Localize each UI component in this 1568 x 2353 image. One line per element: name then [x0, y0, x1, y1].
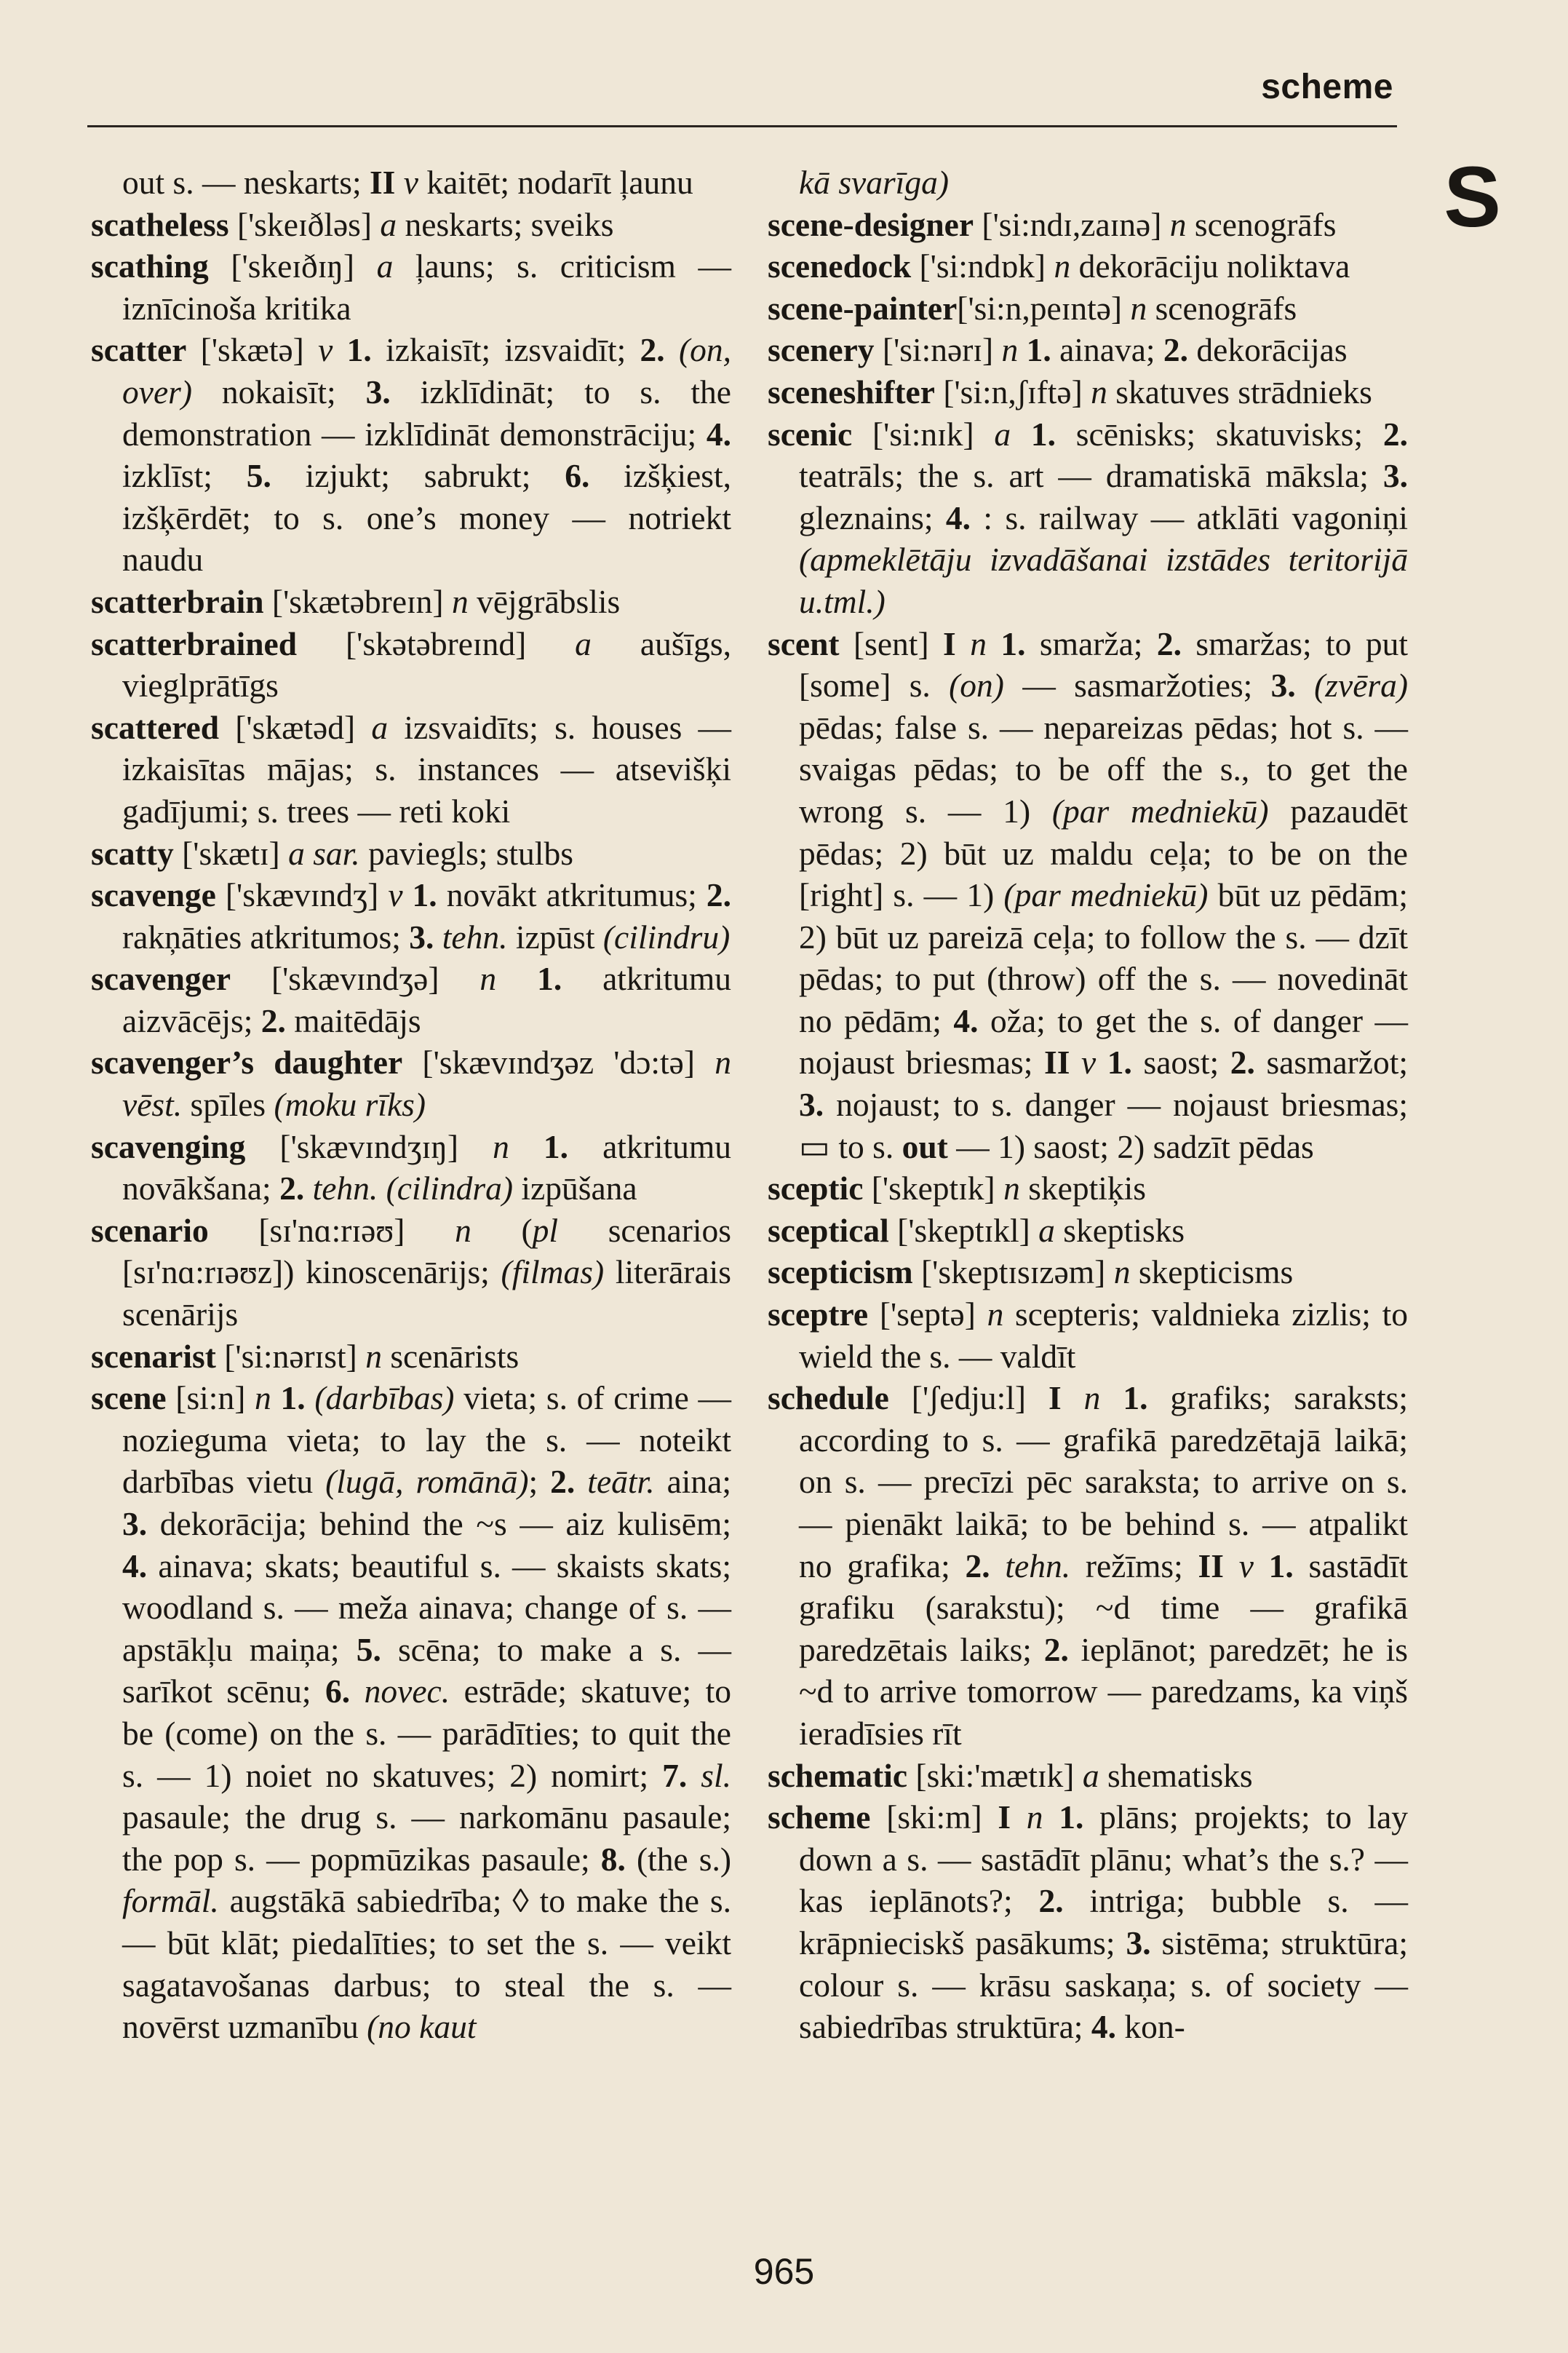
headword: scatheless — [91, 205, 229, 243]
entry-text — [496, 960, 537, 997]
entry-text: n — [479, 960, 497, 998]
entry-text: out s. — neskarts; — [122, 164, 370, 201]
entry-text: ['skətəbreɪnd] — [297, 624, 576, 662]
entry-text: kon- — [1115, 2008, 1185, 2046]
entry-continuation — [768, 162, 1408, 204]
entry-text — [1043, 1798, 1059, 1836]
entry-text: novākt atkritumus; — [437, 876, 707, 914]
entry-text: 2. — [1038, 1882, 1064, 1920]
entry-text: shematisks — [1099, 1756, 1253, 1794]
entry-text — [956, 625, 970, 662]
headword: scenedock — [768, 247, 912, 285]
entry-text: ['skætə] — [186, 331, 319, 369]
entry-text — [395, 164, 403, 201]
entry-text: aina; — [654, 1463, 731, 1501]
entry-text: 1. — [537, 960, 562, 998]
entry-text: smaržas; to put [some] s. — [799, 624, 1409, 705]
entry-text: augstākā sabiedrība; ◊ to make the s. — būt klāt; piedalīties; to set the s. — veikt sagatavošanas darbus; to steal the s. — novērst uzmanību — [122, 1882, 731, 2046]
dictionary-entry — [91, 204, 731, 246]
entry-text — [1011, 416, 1031, 453]
entry-text: (par medniekū) — [1051, 792, 1269, 830]
entry-text: 2. — [279, 1170, 305, 1207]
entry-text — [665, 331, 679, 368]
entry-text: v — [318, 331, 333, 369]
entry-text: n — [1169, 205, 1187, 243]
headword: scenario — [91, 1211, 209, 1249]
entry-text: (on, over) — [122, 331, 732, 410]
entry-text: ['si:n,ʃɪftə] — [934, 373, 1091, 410]
entry-text: scēna; to make a s. — sarīkot scēnu; — [122, 1630, 731, 1710]
headword: scenarist — [91, 1337, 216, 1375]
headword: scepticism — [768, 1253, 913, 1291]
entry-text: ['septə] — [868, 1295, 987, 1333]
entry-text: ['si:nərɪst] — [215, 1337, 366, 1375]
headword: sceptic — [768, 1170, 864, 1207]
entry-text: teātr. — [587, 1463, 655, 1501]
entry-text: 4. — [706, 415, 731, 453]
entry-text: [ski:m] — [870, 1798, 998, 1836]
entry-text: n — [1026, 1798, 1043, 1836]
entry-text: I — [943, 624, 956, 662]
entry-text: ['skævɪndʒə] — [231, 960, 480, 998]
entry-text: nokaisīt; — [192, 373, 366, 410]
entry-text: teatrāls; the s. art — dramatiskā māksla; — [799, 457, 1383, 495]
entry-text: 2. — [965, 1547, 990, 1584]
entry-text: ['si:n,peɪntə] — [957, 289, 1131, 327]
entry-text: izkaisīt; izsvaidīt; — [371, 331, 640, 369]
entry-text: ( — [471, 1211, 533, 1249]
entry-text: 4. — [1091, 2008, 1116, 2046]
entry-text: a — [371, 708, 389, 746]
entry-text: plāns; projekts; to lay down a s. — sastādīt plānu; what’s the s.? — kas ieplānots?; — [799, 1798, 1409, 1920]
entry-text: n — [493, 1127, 509, 1165]
entry-text: ieplānot; paredzēt; he is ~d to arrive tomorrow — paredzams, ka viņš ieradīsies rīt — [799, 1630, 1408, 1752]
entry-text: skatuves strādnieks — [1107, 373, 1372, 410]
entry-text — [350, 1673, 364, 1710]
entry-text: izklīst; — [122, 457, 247, 495]
entry-text: 3. — [122, 1505, 148, 1542]
entry-text: (moku rīks) — [274, 1086, 426, 1124]
entry-text: ['si:ndɒk] — [911, 247, 1054, 285]
entry-text: pēdas; false s. — nepareizas pēdas; hot s. — svaigas pēdas; to be off the s., to get the wrong s. — 1) — [799, 708, 1408, 830]
entry-text: 3. — [1382, 457, 1408, 495]
entry-text: (cilindru) — [602, 918, 731, 956]
entry-text: nojaust; to s. danger — nojaust briesmas; ▭ to s. — [799, 1086, 1408, 1165]
entry-text: 1. — [1107, 1044, 1132, 1082]
entry-text: skeptiķis — [1019, 1170, 1146, 1207]
entry-text: v — [403, 164, 418, 201]
entry-text: skeptisks — [1054, 1211, 1185, 1249]
entry-text: [si:n] — [166, 1379, 255, 1417]
entry-text: 2. — [1043, 1630, 1069, 1668]
entry-text: (no kaut — [367, 2008, 477, 2046]
entry-text: scenogrāfs — [1186, 205, 1337, 243]
headword: schedule — [768, 1379, 889, 1417]
entry-text — [306, 1379, 315, 1416]
entry-text: grafiks; saraksts; according to s. — grafikā paredzētajā laikā; on s. — precīzi pēc saraksta; to arrive on s. — pienākt laikā; to be behind s. — atpalikt no grafika; — [799, 1379, 1409, 1584]
entry-text: 1. — [1059, 1798, 1084, 1836]
entry-text: n — [255, 1379, 271, 1417]
entry-text — [1224, 1547, 1239, 1584]
entry-text: 5. — [246, 457, 271, 495]
entry-text: II — [1043, 1044, 1070, 1082]
entry-text: 1. — [1030, 415, 1056, 453]
headword: scent — [768, 624, 840, 662]
entry-text: būt uz pēdām; 2) būt uz pareizā ceļa; to follow the s. — dzīt pēdas; to put (throw) off the s. — novedināt no pēdām; — [799, 876, 1408, 1039]
headword: scavenging — [91, 1127, 246, 1165]
entry-text: ; — [528, 1463, 551, 1501]
entry-text: (par medniekū) — [1003, 876, 1209, 914]
entry-text: ['si:ndɪ,zaɪnə] — [974, 205, 1170, 243]
headword: scatty — [91, 834, 174, 872]
entry-text: ['skeɪðləs] — [228, 205, 381, 243]
entry-text — [304, 1170, 312, 1207]
entry-text — [687, 1757, 701, 1794]
entry-text: rakņāties atkritumos; — [122, 918, 410, 956]
entry-text: ['skeptɪk] — [863, 1170, 1004, 1207]
entry-text — [434, 918, 442, 956]
headword: scavenger — [91, 960, 231, 998]
entry-text: scenarios [sɪ'nɑ:rɪəʊz]) kinoscenārijs; — [122, 1211, 731, 1291]
entry-text — [271, 1379, 281, 1416]
entry-text: skepticisms — [1130, 1253, 1294, 1291]
entry-text: izpūšana — [513, 1170, 637, 1207]
right-column — [768, 162, 1408, 2048]
entry-text: v — [388, 876, 403, 914]
entry-text: n — [455, 1211, 471, 1249]
entry-text: vējgrābslis — [468, 582, 621, 620]
header-rule — [87, 125, 1397, 127]
running-head: scheme — [1261, 68, 1393, 106]
headword: scenic — [768, 415, 853, 453]
entry-text: a — [1082, 1756, 1099, 1794]
entry-text: izklīdināt; to s. the demonstration — izklīdināt demonstrāciju; — [122, 373, 731, 453]
dictionary-entry — [768, 1755, 1408, 1797]
entry-text: 1. — [543, 1127, 569, 1165]
headword: scatterbrained — [91, 624, 298, 662]
entry-text: scenārists — [381, 1337, 520, 1375]
entry-text: dekorācija; behind the ~s — aiz kulisēm; — [147, 1505, 731, 1542]
entry-text: n — [987, 1295, 1004, 1333]
entry-continuation — [91, 162, 731, 204]
dictionary-entry — [91, 874, 731, 958]
dictionary-entry — [768, 1293, 1408, 1377]
dictionary-entry — [91, 1377, 731, 2048]
entry-text: 3. — [365, 373, 391, 410]
entry-text: saost; — [1131, 1044, 1230, 1082]
entry-text: 4. — [945, 499, 971, 536]
entry-text: 1. — [1000, 624, 1026, 662]
entry-text: oža; to get the s. of danger — nojaust briesmas; — [799, 1001, 1408, 1082]
dictionary-entry — [91, 1126, 731, 1210]
dictionary-entry — [91, 245, 731, 329]
entry-text: izsvaidīts; s. houses — izkaisītas mājas; s. instances — atsevišķi gadījumi; s. trees — reti koki — [122, 708, 731, 830]
entry-text: literārais scenārijs — [122, 1253, 731, 1333]
headword: scavenger’s daughter — [91, 1044, 403, 1082]
entry-text — [990, 1547, 1006, 1584]
entry-text: aušīgs, vieglprātīgs — [122, 624, 731, 705]
entry-text: atkritumu novākšana; — [122, 1127, 732, 1207]
dictionary-entry — [91, 581, 731, 623]
entry-text: tehn. (cilindra) — [312, 1170, 514, 1207]
headword: scavenge — [91, 876, 216, 914]
entry-text: tehn. — [1005, 1547, 1071, 1584]
entry-text: n — [1001, 331, 1019, 369]
entry-text: a — [994, 415, 1011, 453]
entry-text: II — [1198, 1547, 1224, 1584]
entry-text: ['ʃedju:l] — [888, 1379, 1048, 1417]
entry-text: a — [376, 247, 394, 285]
entry-text: izšķiest, izšķērdēt; to s. one’s money — notriekt naudu — [122, 457, 731, 579]
entry-text: 6. — [325, 1673, 351, 1710]
headword: scathing — [91, 247, 209, 285]
entry-text: I — [998, 1798, 1011, 1836]
entry-text: 2. — [1382, 415, 1408, 453]
dictionary-entry — [768, 204, 1408, 246]
entry-text: — 1) saost; 2) sadzīt pēdas — [947, 1127, 1314, 1165]
entry-text: 1. — [346, 331, 372, 369]
headword: scatter — [91, 331, 187, 369]
entry-text: ainava; skats; beautiful s. — skaists skats; woodland s. — meža ainava; change of s. — apstākļu maiņa; — [122, 1547, 731, 1668]
dictionary-entry — [91, 623, 731, 707]
entry-text: n — [970, 624, 987, 662]
entry-text: n — [365, 1337, 382, 1375]
dictionary-entry — [91, 707, 731, 833]
entry-text: a — [1038, 1211, 1055, 1249]
dictionary-entry — [768, 623, 1408, 1168]
entry-text: dekorācijas — [1188, 331, 1348, 369]
entry-text: neskarts; sveiks — [397, 205, 614, 243]
entry-text: ļauns; s. criticism — iznīcinoša kritika — [122, 247, 731, 327]
entry-text: : s. railway — atklāti vagoniņi — [971, 499, 1409, 536]
entry-text: pl — [532, 1211, 559, 1249]
entry-text: (lugā, romānā) — [325, 1463, 529, 1501]
entry-text: paviegls; stulbs — [359, 834, 573, 872]
entry-text: scepteris; valdnieka zizlis; to wield the s. — valdīt — [799, 1295, 1408, 1375]
entry-text: 2. — [550, 1463, 576, 1501]
entry-text: 1. — [1123, 1379, 1148, 1417]
entry-text: v — [1081, 1044, 1097, 1082]
entry-text: a sar. — [288, 834, 360, 872]
entry-text: maitēdājs — [285, 1001, 421, 1039]
entry-text — [1070, 1044, 1081, 1081]
entry-text — [1100, 1379, 1123, 1416]
entry-text: ['si:nɪk] — [852, 415, 995, 453]
entry-text: 1. — [1026, 331, 1051, 369]
entry-text: izpūst — [507, 918, 603, 956]
entry-text: dekorāciju noliktava — [1070, 247, 1350, 285]
entry-text: n — [1113, 1253, 1131, 1291]
headword: sceptical — [768, 1211, 889, 1249]
headword: scattered — [91, 708, 220, 746]
entry-text: 1. — [280, 1379, 306, 1417]
entry-text: 5. — [356, 1630, 381, 1668]
headword: scenery — [768, 331, 875, 369]
entry-text: ['skeptɪkl] — [888, 1211, 1039, 1249]
entry-text: 1. — [1268, 1547, 1294, 1584]
headword: scene-designer — [768, 205, 974, 243]
dictionary-entry — [768, 1377, 1408, 1754]
entry-text: 2. — [640, 331, 665, 369]
headword: sceneshifter — [768, 373, 935, 410]
entry-text: formāl. — [122, 1882, 219, 1920]
entry-text: 3. — [1126, 1924, 1151, 1961]
entry-text: (zvēra) — [1314, 667, 1409, 705]
dictionary-entry — [91, 833, 731, 875]
dictionary-entry — [768, 1796, 1408, 2048]
headword: scene-painter — [768, 289, 958, 327]
entry-text: II — [369, 164, 396, 201]
page-number: 965 — [753, 2251, 815, 2292]
entry-text: [sɪ'nɑ:rɪəʊ] — [208, 1211, 455, 1249]
entry-text: scenogrāfs — [1147, 289, 1297, 327]
dictionary-entry — [768, 329, 1408, 371]
entry-text: I — [1048, 1379, 1062, 1417]
entry-text: n — [1054, 247, 1071, 285]
left-column — [91, 162, 731, 2048]
entry-text: gleznains; — [799, 499, 946, 536]
entry-text: (on) — [949, 667, 1004, 705]
headword: scene — [91, 1379, 167, 1417]
entry-text: [ski:'mætɪk] — [907, 1756, 1083, 1794]
entry-text: (filmas) — [501, 1253, 605, 1291]
entry-text: v — [1238, 1547, 1254, 1584]
entry-text: n — [1003, 1170, 1020, 1207]
entry-text: ['skætɪ] — [173, 834, 289, 872]
entry-text: 2. — [1156, 624, 1182, 662]
entry-text: [sent] — [839, 624, 944, 662]
entry-text: ['skævɪndʒ] — [215, 876, 389, 914]
entry-text: režīms; — [1070, 1547, 1198, 1584]
entry-text: 6. — [565, 457, 590, 495]
dictionary-entry — [768, 287, 1408, 330]
entry-text: 2. — [706, 876, 731, 914]
entry-text: novec. — [364, 1673, 450, 1710]
entry-text: izjukt; sabrukt; — [271, 457, 565, 495]
entry-text: ['skætəbreɪn] — [263, 582, 452, 620]
entry-text: tehn. — [442, 918, 508, 956]
entry-text: n vēst. — [122, 1044, 731, 1124]
dictionary-entry — [768, 1251, 1408, 1293]
entry-text: (darbības) — [314, 1379, 455, 1417]
entry-text: — sasmaržoties; — [1003, 667, 1271, 705]
entry-text: out — [902, 1127, 948, 1165]
entry-text: n — [451, 582, 469, 620]
entry-text: 2. — [1230, 1044, 1255, 1082]
entry-text: ['skævɪndʒɪŋ] — [245, 1127, 493, 1165]
entry-text: 1. — [412, 876, 437, 914]
entry-text: (apmeklētāju izvadāšanai izstādes teritorijā u.tml.) — [799, 541, 1408, 620]
dictionary-entry — [768, 245, 1408, 287]
entry-text: 2. — [1163, 331, 1189, 369]
dictionary-entry — [91, 329, 731, 581]
entry-text: estrāde; skatuve; to be (come) on the s. — parādīties; to quit the s. — 1) noiet no skatuves; 2) nomirt; — [122, 1673, 732, 1794]
entry-text — [1254, 1547, 1269, 1584]
entry-text: 3. — [799, 1086, 824, 1124]
entry-text: 4. — [122, 1547, 148, 1584]
entry-text: ['skeɪðɪŋ] — [208, 247, 377, 285]
entry-text — [1096, 1044, 1107, 1081]
entry-text: pazaudēt pēdas; 2) būt uz maldu ceļa; to be on the [right] s. — 1) — [799, 792, 1408, 914]
entry-text: 3. — [409, 918, 434, 956]
entry-text: ['skeptɪsɪzəm] — [912, 1253, 1114, 1291]
entry-text: spīles — [182, 1086, 274, 1124]
headword: sceptre — [768, 1295, 869, 1333]
entry-text — [333, 331, 346, 368]
entry-text: sasmaržot; — [1254, 1044, 1409, 1082]
entry-text: kaitēt; nodarīt ļaunu — [418, 164, 693, 201]
entry-text — [1011, 1798, 1027, 1836]
entry-text: sistēma; struktūra; colour s. — krāsu saskaņa; s. of society — sabiedrības struktūra; — [799, 1924, 1408, 2046]
entry-text: 8. — [600, 1840, 626, 1878]
entry-text — [987, 625, 1000, 662]
entry-text: 4. — [953, 1001, 979, 1039]
dictionary-entry — [91, 1336, 731, 1378]
entry-text: 7. — [662, 1756, 688, 1794]
entry-text — [575, 1463, 587, 1500]
entry-text: ['si:nərɪ] — [874, 331, 1002, 369]
entry-text: a — [380, 205, 397, 243]
dictionary-entry — [768, 1210, 1408, 1252]
entry-text: scēnisks; skatuvisks; — [1056, 415, 1383, 453]
headword: schematic — [768, 1756, 908, 1794]
dictionary-entry — [91, 1210, 731, 1336]
entry-text: smarža; — [1025, 624, 1157, 662]
entry-text: n — [1130, 289, 1147, 327]
dictionary-entry — [91, 1041, 731, 1125]
dictionary-entry — [91, 958, 731, 1041]
dictionary-entry — [768, 371, 1408, 413]
thumb-index-letter: S — [1444, 149, 1501, 245]
dictionary-entry — [768, 413, 1408, 623]
headword: scatterbrain — [91, 582, 264, 620]
headword: scheme — [768, 1798, 871, 1836]
entry-text: ainava; — [1051, 331, 1163, 369]
dictionary-entry — [768, 1167, 1408, 1210]
entry-text: (the s.) — [625, 1840, 731, 1878]
entry-text: 3. — [1270, 667, 1296, 705]
entry-text: sastādīt grafiku (sarakstu); ~d time — grafikā paredzētais laiks; — [799, 1547, 1408, 1668]
entry-text: intriga; bubble s. — krāpnieciskš pasākums; — [799, 1882, 1408, 1961]
entry-text: ['skætəd] — [219, 708, 372, 746]
entry-text — [509, 1128, 544, 1165]
entry-text: kā svarīga) — [799, 164, 949, 201]
entry-text — [1296, 667, 1314, 704]
entry-text: pasaule; the drug s. — narkomānu pasaule; the pop s. — popmūzikas pasaule; — [122, 1798, 731, 1878]
entry-text: ['skævɪndʒəz 'dɔ:tə] — [402, 1044, 715, 1082]
entry-text: n — [1083, 1379, 1101, 1417]
entry-text: sl. — [701, 1756, 731, 1794]
entry-text — [403, 876, 413, 913]
entry-text: a — [575, 624, 592, 662]
entry-text: atkritumu aizvācējs; — [122, 960, 731, 1039]
entry-text — [1018, 331, 1026, 368]
entry-text — [1062, 1379, 1084, 1416]
entry-text: 2. — [260, 1001, 286, 1039]
entry-text: n — [1091, 373, 1107, 410]
entry-text: vieta; s. of crime — nozieguma vieta; to lay the s. — noteikt darbības vietu — [122, 1379, 732, 1501]
